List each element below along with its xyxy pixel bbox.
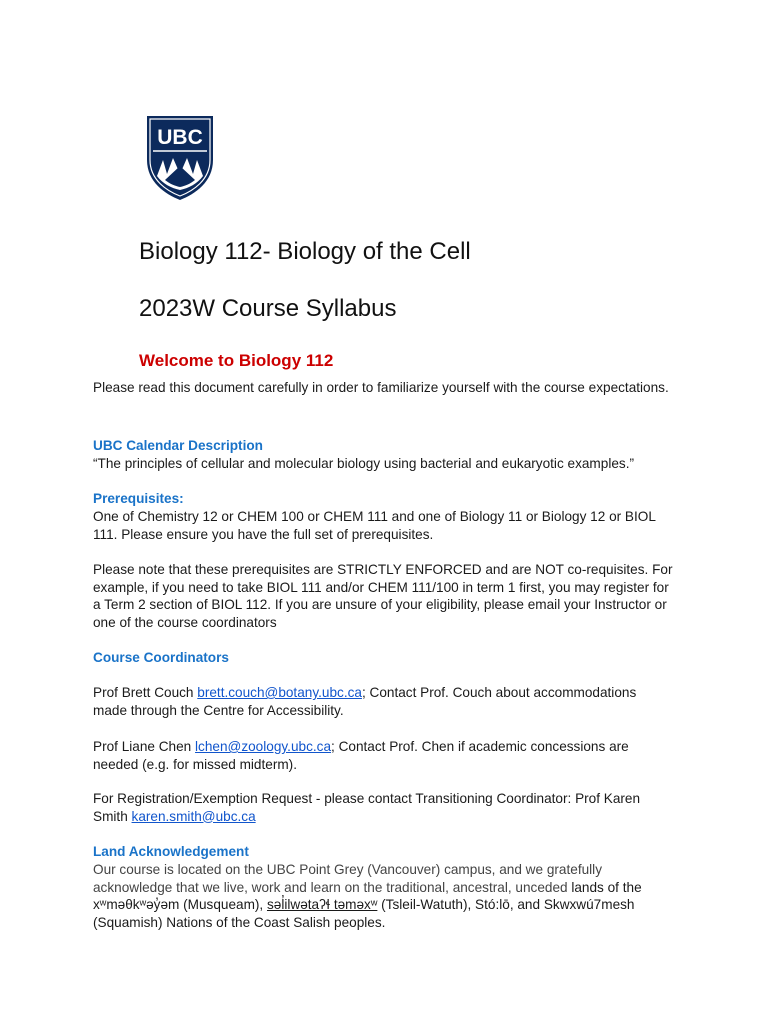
ubc-logo — [145, 114, 215, 202]
chen-email-link[interactable]: lchen@zoology.ubc.ca — [195, 739, 332, 754]
intro-text: Please read this document carefully in order to familiarize yourself with the course expectations. — [93, 380, 669, 395]
registration-text: For Registration/Exemption Request - please contact Transitioning Coordinator: Prof Karen Smith — [93, 791, 641, 824]
calendar-text: “The principles of cellular and molecular biology using bacterial and eukaryotic examples.” — [93, 456, 635, 471]
chen-desc: ; Contact Prof. Chen if academic concessions are needed (e.g. for missed midterm). — [93, 739, 629, 772]
coordinator-couch — [93, 684, 673, 719]
welcome-heading: Welcome to Biology 112 — [139, 351, 334, 370]
prereq-text: One of Chemistry 12 or CHEM 100 or CHEM 111 and one of Biology 11 or Biology 12 or BIOL 111. Please ensure you have the full set of prerequisites. — [93, 509, 656, 542]
land-text — [93, 861, 678, 931]
couch-desc: ; Contact Prof. Couch about accommodations made through the Centre for Accessibility. — [93, 685, 637, 718]
land-heading: Land Acknowledgement — [93, 844, 249, 859]
chen-name: Prof Liane Chen — [93, 739, 196, 754]
coordinators-heading: Course Coordinators — [93, 650, 229, 665]
course-title: Biology 112- Biology of the Cell — [139, 238, 471, 265]
couch-name: Prof Brett Couch — [93, 685, 198, 700]
syllabus-subtitle: 2023W Course Syllabus — [139, 295, 397, 322]
smith-email-link[interactable]: karen.smith@ubc.ca — [131, 808, 256, 824]
coordinator-chen — [93, 738, 668, 773]
tsleil-name: səl̓ilwətaʔɬ təməxʷ — [266, 897, 378, 913]
land-text-part2: lands of the xʷməθkʷəy̓əm (Musqueam), — [93, 879, 642, 913]
prereq-note: Please note that these prerequisites are STRICTLY ENFORCED and are NOT co-requisites. For example, if you need to take BIOL 111 and/or CHEM 111/100 in term 1 first, you may register for a Term 2 section of BIOL 112. If you are unsure of your eligibility, please email your Instructor or one of the course coordinators — [93, 562, 673, 630]
land-text-part1: Our course is located on the UBC Point Grey (Vancouver) campus, and we gratefully acknowledge that we live, work and learn on the traditional, ancestral, unceded — [93, 862, 602, 895]
calendar-heading: UBC Calendar Description — [93, 438, 263, 453]
couch-email-link[interactable]: brett.couch@botany.ubc.ca — [197, 685, 362, 700]
land-text-part3: (Tsleil-Watuth), Stó:lō, and Skwxwú7mesh (Squamish) Nations of the Coast Salish peoples. — [93, 897, 635, 930]
svg-text:UBC: UBC — [157, 126, 203, 149]
prereq-heading: Prerequisites: — [93, 491, 184, 506]
registration-contact — [93, 790, 673, 825]
